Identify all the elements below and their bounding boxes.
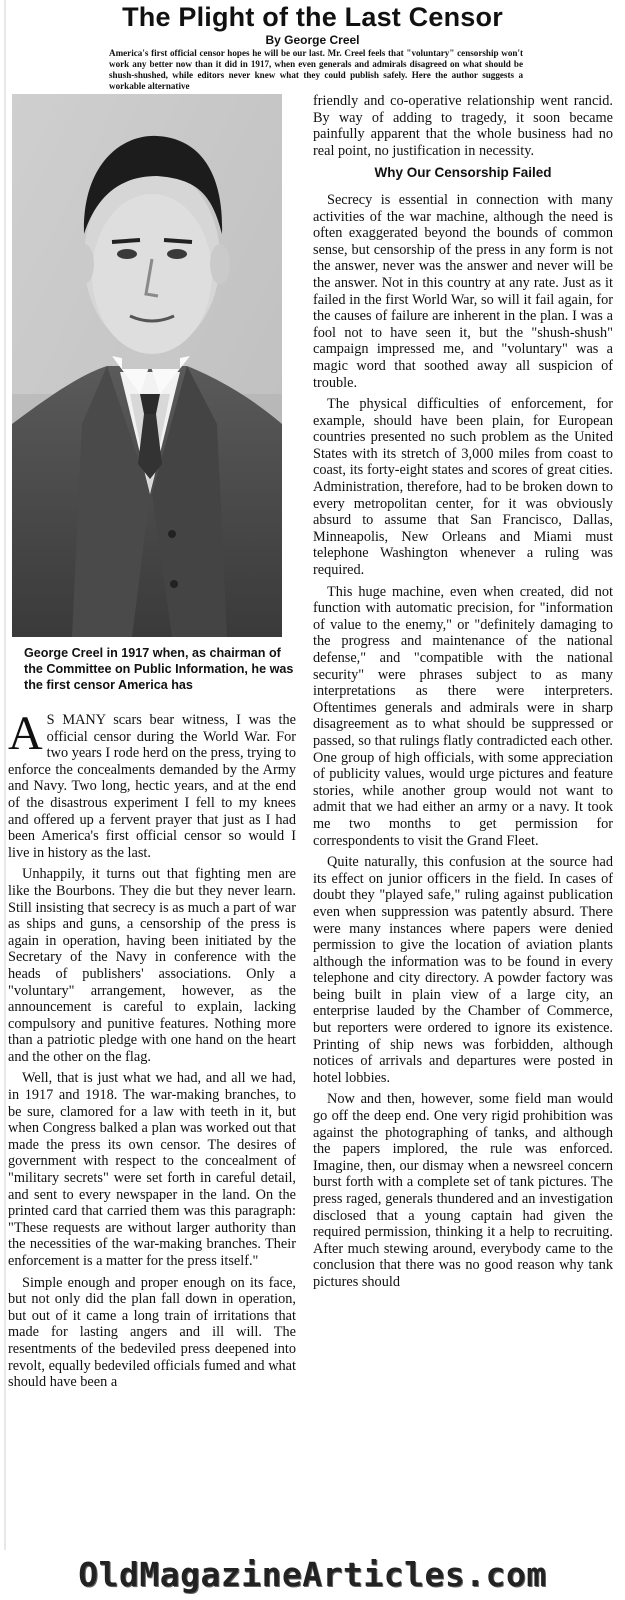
right-column bbox=[313, 93, 613, 1296]
article-paragraph: Quite naturally, this confusion at the source had its effect on junior officers in the field. In cases of doubt they "played safe," ruling against publication even when suppression was patently absurd. There were many instances where papers were denied permission to give the location of aviation plants although the information was to be found in every telephone and city directory. A powder factory was being built in plain view of a large city, an enterprise lauded by the Chamber of Commerce, but reporters were ordered to ignore its existence. Printing of ship news was forbidden, although notices of arrivals and departures were posted in hotel lobbies. bbox=[313, 854, 613, 1086]
article-paragraph: friendly and co-operative relationship went rancid. By way of adding to tragedy, it soon became painfully apparent that the whole business had no real point, no justification in necessity. bbox=[313, 93, 613, 159]
article-paragraph bbox=[8, 707, 297, 861]
article-paragraph: Now and then, however, some field man would go off the deep end. One very rigid prohibition was against the photographing of tanks, and although the papers implored, the rule was enforced. Imagine, then, our dismay when a newsreel concern burst forth with a complete set of tank pictures. The press raged, generals thundered and an investigation disclosed that a young captain had given the required permission, thinking it a help to recruiting. After much stewing around, everybody came to the conclusion that there was no good reason why tank pictures should bbox=[313, 1091, 613, 1290]
portrait-photo bbox=[12, 94, 282, 637]
watermark-text: OldMagazineArticles.com bbox=[78, 1555, 547, 1594]
photo-caption: George Creel in 1917 when, as chairman of the Committee on Public Information, he was the first censor America has bbox=[24, 646, 294, 692]
left-column bbox=[8, 707, 297, 1396]
article-paragraph: The physical difficulties of enforcement, for example, should have been plain, for European countries presented no such problem as the United States with its stretch of 3,000 miles from coast to coast, its forty-eight states and scores of great cities. Administration, therefore, had to be broken down to every metropolitan center, for it was obviously absurd to assume that San Francisco, Dallas, Minneapolis, New Orleans and Miami must telephone Washington whenever a ruling was required. bbox=[313, 396, 613, 579]
article-paragraph: This huge machine, even when created, did not function with automatic precision, for "information of value to the enemy," or "definitely damaging to the progress and maintenance of the national defense," and "compatible with the national security" were phrases subject to as many interpretations as there were interpreters. Oftentimes generals and admirals were in sharp disagreement as to what should be suppressed or passed, so that rulings flatly contradicted each other. One group of high officials, with some appreciation of publicity values, would urge pictures and feature stories, while another group would not want to admit that we had either an army or a navy. It took me two months to get permission for correspondents to visit the Grand Fleet. bbox=[313, 583, 613, 849]
site-watermark bbox=[0, 1555, 625, 1595]
article-paragraph: Well, that is just what we had, and all we had, in 1917 and 1918. The war-making branches, to be sure, clamored for a law with teeth in it, but when Congress balked a plan was worked out that made the press its own censor. The desires of government with respect to the concealment of "military secrets" were set forth in careful detail, and sent to every newspaper in the land. On the printed card that carried them was this paragraph: "These requests are without larger authority than the necessities of the war-making branches. Their enforcement is a matter for the press itself." bbox=[8, 1070, 296, 1269]
article-byline: By George Creel bbox=[265, 33, 360, 47]
section-subhead: Why Our Censorship Failed bbox=[374, 165, 552, 181]
paragraph-text: S MANY scars bear witness, I was the official censor during the World War. For two years I rode herd on the press, trying to enforce the concealments demanded by the Army and Navy. Two long, hectic years, and at the end of the disastrous experiment I fell to my knees and offered up a fervent prayer that just as I had been America's first official censor so would I live in history as the last. bbox=[8, 712, 297, 861]
scan-edge bbox=[4, 0, 6, 1550]
article-paragraph: Unhappily, it turns out that fighting men are like the Bourbons. They die but they never learn. Still insisting that secrecy is as much a part of war as ships and guns, a censorship of the press is again in operation, having been initiated by the Secretary of the Navy in conference with the heads of publishers' associations. Only a "voluntary" arrangement, however, as the announcement is careful to explain, lacking compulsory and punitive features. Nothing more than a patriotic pledge with one hand on the heart and the other on the flag. bbox=[8, 866, 296, 1065]
article-paragraph: Simple enough and proper enough on its face, but not only did the plan fall down in operation, but out of it came a long train of irritations that made for lasting angers and ill will. The resentments of the bedeviled press deepened into revolt, equally bedeviled officials fumed and what should have been a bbox=[8, 1274, 296, 1391]
drop-cap: A bbox=[8, 707, 43, 760]
article-dek: America's first official censor hopes he will be our last. Mr. Creel feels that "voluntary" censorship won't work any better now than it did in 1917, when even generals and admirals disagreed on what should be shush-shushed, while editors never knew what they could publish safely. Here the author suggests a workable alternative bbox=[109, 48, 523, 91]
article-paragraph: Secrecy is essential in connection with many activities of the war machine, although the need is often exaggerated beyond the bounds of common sense, but censorship of the press in any form is not the answer, never was the answer and never will be the answer. Not in this country at any rate. Just as it failed in the first World War, so will it fail again, for the causes of failure are inherent in the plan. I was a fool not to have seen it, but the "shush-shush" campaign impressed me, and "voluntary" was a magic word that soothed away all suspicion of trouble. bbox=[313, 191, 613, 391]
article-title: The Plight of the Last Censor bbox=[122, 2, 503, 32]
portrait-illustration bbox=[12, 94, 282, 637]
